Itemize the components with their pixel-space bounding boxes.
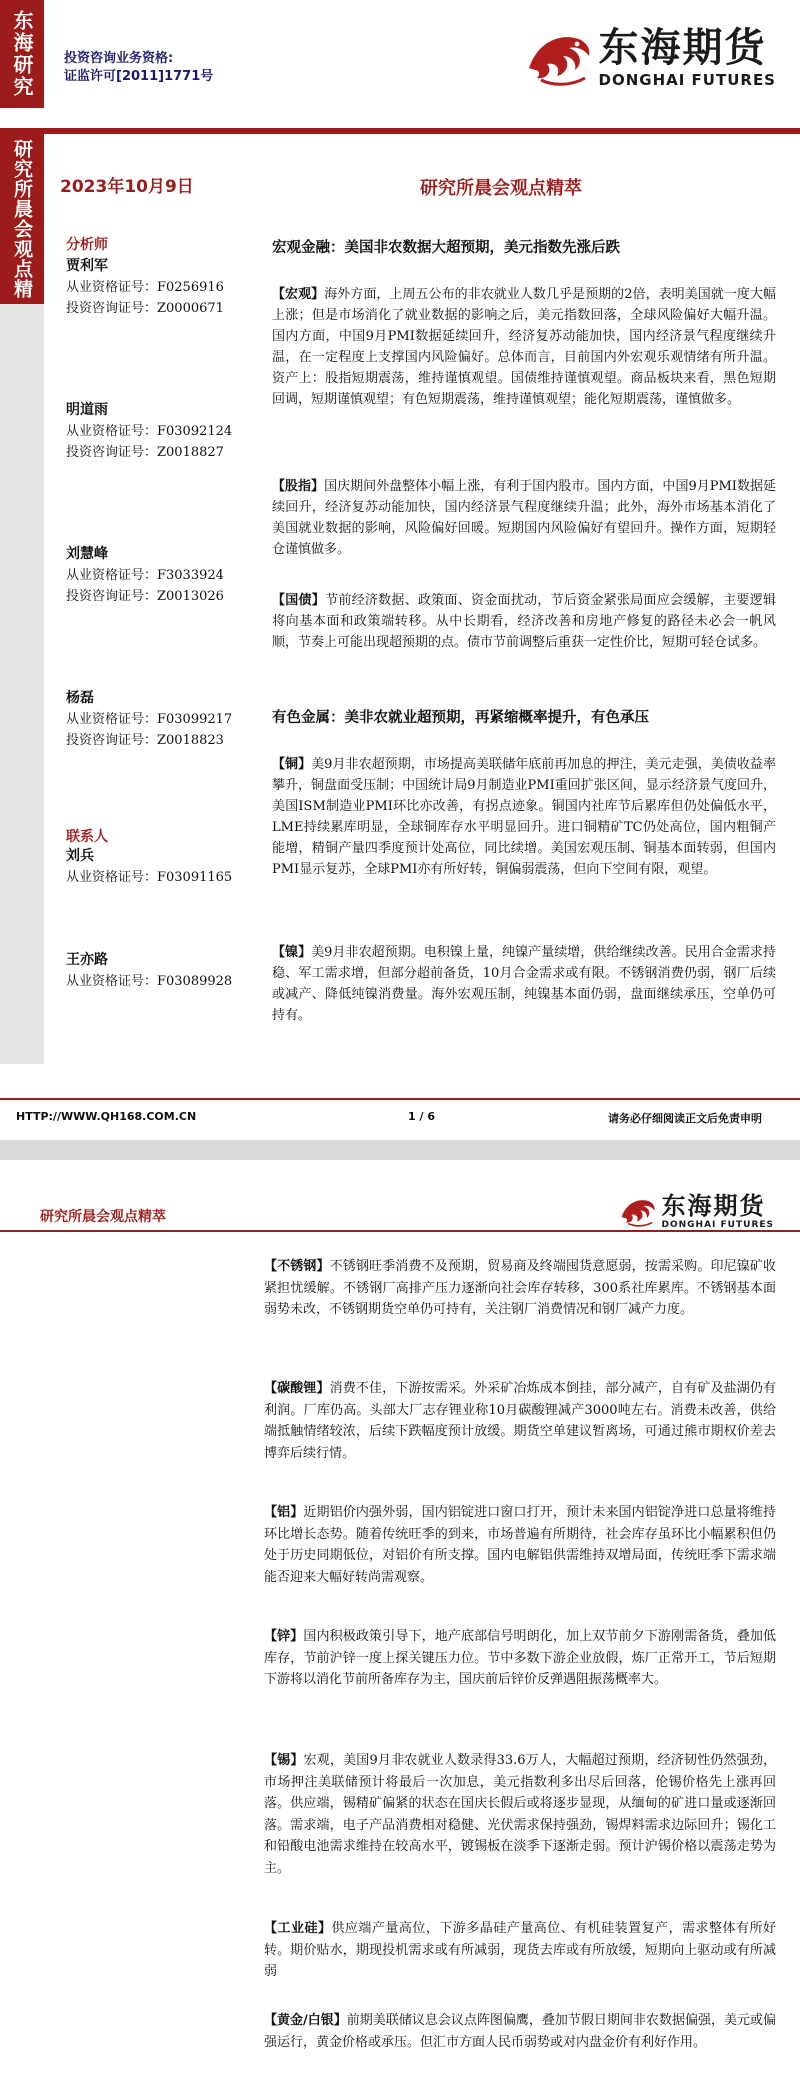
logo-text: [662, 1192, 774, 1230]
page2-header-divider: [0, 1230, 800, 1232]
analyst-card: [66, 400, 266, 463]
paragraph-text: 不锈钢旺季消费不及预期，贸易商及终端囤货意愿弱，按需采购。印尼镍矿收紧担忧缓解。不锈钢厂高排产压力逐渐向社会库存转移，300系社库累库。不锈钢基本面弱势未改，不锈钢期货空单仍可持有，关注钢厂消费情况和钢厂减产力度。: [264, 1259, 776, 1317]
analyst-card: [66, 256, 266, 319]
analyst-section-label: 分析师: [66, 237, 108, 253]
footer-url: HTTP://WWW.QH168.COM.CN: [16, 1110, 197, 1123]
paragraph-nickel: [272, 942, 776, 1026]
footer-divider: [0, 1098, 800, 1100]
brand-vertical-tag: 东海研究: [0, 0, 44, 108]
paragraph-tag: 【工业硅】: [264, 1921, 332, 1936]
footer-page-number: 1 / 6: [408, 1110, 435, 1123]
paragraph-lithium-carbonate: [264, 1378, 776, 1464]
paragraph-text: 国庆期间外盘整体小幅上涨，有利于国内股市。国内方面，中国9月PMI数据延续回升，经济复苏动能加快，国内经济景气程度继续升温；此外，海外市场基本消化了美国就业数据的影响，风险偏好回暖。短期国内风险偏好有望回升。操作方面，短期轻仓谨慎做多。: [272, 479, 776, 557]
contact-section-label: 联系人: [66, 829, 108, 845]
analyst-name: 明道雨: [66, 402, 108, 418]
paragraph-tag: 【铝】: [264, 1505, 304, 1520]
paragraph-tag: 【锌】: [264, 1629, 304, 1644]
paragraph-industrial-silicon: [264, 1918, 776, 1983]
section-title-metals: 有色金属：美非农就业超预期，再紧缩概率提升，有色承压: [272, 710, 649, 726]
paragraph-text: 美9月非农超预期。电积镍上量，纯镍产量续增，供给继续改善。民用合金需求持稳、军工需求增，但部分超前备货，10月合金需求或有限。不锈钢消费仍弱，钢厂后续或减产、降低纯镍消费量。海外宏观压制，纯镍基本面仍弱，盘面继续承压，空单仍可持有。: [272, 945, 776, 1023]
analyst-license: 从业资格证号：F3033924: [66, 568, 224, 583]
analyst-license: 从业资格证号：F0256916: [66, 280, 224, 295]
paragraph-text: 前期美联储议息会议点阵图偏鹰，叠加节假日期间非农数据偏强，美元或偏强运行，黄金价格或承压。但汇市方面人民币弱势或对内盘金价有利好作用。: [264, 2013, 776, 2050]
paragraph-tag: 【镍】: [272, 945, 312, 960]
paragraph-tag: 【黄金/白银】: [264, 2013, 347, 2028]
paragraph-tag: 【国债】: [272, 593, 326, 608]
dragon-emblem-icon: [523, 24, 595, 90]
analyst-name: 杨磊: [66, 690, 94, 706]
qualification-line-2: 证监许可[2011]1771号: [64, 69, 214, 84]
paragraph-macro: [272, 284, 776, 410]
analyst-consult-id: 投资咨询证号：Z0018823: [66, 733, 224, 748]
paragraph-text: 近期铝价内强外弱，国内铝锭进口窗口打开，预计未来国内铝锭净进口总量将维持环比增长态势。随着传统旺季的到来，市场普遍有所期待，社会库存虽环比小幅累积但仍处于历史同期低位，对铝价有所支撑。国内电解铝供需维持双增局面，传统旺季下需求端能否迎来大幅好转尚需观察。: [264, 1505, 776, 1585]
paragraph-text: 国内积极政策引导下，地产底部信号明朗化，加上双节前夕下游刚需备货，叠加低库存，节前沪锌一度上探关键压力位。节中多数下游企业放假，炼厂正常开工，节后短期下游将以消化节前所备库存为主，国庆前后锌价反弹遇阻振荡概率大。: [264, 1629, 776, 1687]
paragraph-text: 宏观，美国9月非农就业人数录得33.6万人，大幅超过预期，经济韧性仍然强劲，市场押注美联储预计将最后一次加息，美元指数利多出尽后回落，伦锡价格先上涨再回落。供应端，锡精矿偏紧的状态在国庆长假后或将逐步显现，从缅甸的矿进口量或逐渐回落。需求端，电子产品消费相对稳健、光伏需求保持强劲，锡焊料需求边际回升；锡化工和铅酸电池需求维持在较高水平，镀锡板在淡季下逐渐走弱。预计沪锡价格以震荡走势为主。: [264, 1753, 776, 1876]
analyst-license: 从业资格证号：F03099217: [66, 712, 233, 727]
company-logo-small: [618, 1192, 774, 1230]
paragraph-aluminum: [264, 1502, 776, 1588]
paragraph-zinc: [264, 1626, 776, 1691]
paragraph-tag: 【铜】: [272, 757, 312, 772]
paragraph-text: 消费不佳，下游按需采。外采矿冶炼成本倒挂，部分减产，自有矿及盐湖仍有利润。厂库仍高。头部大厂志存锂业称10月碳酸锂减产3000吨左右。消费未改善，供给端抵触情绪较浓，后续下跌幅度预计放缓。期货空单建议暂离场，可通过熊市期权价差去博弈后续行情。: [264, 1381, 776, 1461]
analyst-card: [66, 688, 266, 751]
logo-english: DONGHAI FUTURES: [598, 71, 776, 89]
header-divider: [0, 128, 800, 134]
paragraph-stock-index: [272, 476, 776, 560]
company-logo: [523, 24, 776, 90]
contact-license: 从业资格证号：F03091165: [66, 870, 233, 885]
qualification-block: [64, 50, 213, 86]
footer-disclaimer: 请务必仔细阅读正文后免责申明: [608, 1112, 762, 1125]
analyst-consult-id: 投资咨询证号：Z0013026: [66, 589, 224, 604]
contact-card: [66, 950, 266, 992]
analyst-consult-id: 投资咨询证号：Z0000671: [66, 301, 224, 316]
logo-chinese: 东海期货: [598, 25, 767, 71]
paragraph-treasury: [272, 590, 776, 653]
paragraph-tag: 【不锈钢】: [264, 1259, 330, 1274]
sidebar-vertical-title: 研究所晨会观点精: [0, 134, 44, 304]
logo-text: [599, 25, 776, 89]
contact-card: [66, 846, 266, 888]
report-title: 研究所晨会观点精萃: [420, 178, 582, 199]
paragraph-tag: 【锡】: [264, 1753, 304, 1768]
paragraph-tag: 【股指】: [272, 479, 325, 494]
paragraph-tin: [264, 1750, 776, 1879]
contact-license: 从业资格证号：F03089928: [66, 974, 233, 989]
paragraph-tag: 【碳酸锂】: [264, 1381, 330, 1396]
paragraph-tag: 【宏观】: [272, 287, 325, 302]
paragraph-stainless-steel: [264, 1256, 776, 1321]
qualification-line-1: 投资咨询业务资格:: [64, 51, 174, 66]
page2-header-title: 研究所晨会观点精萃: [40, 1209, 166, 1225]
analyst-card: [66, 544, 266, 607]
logo-chinese: 东海期货: [661, 1192, 766, 1220]
report-page-2: [0, 1160, 800, 2082]
paragraph-copper: [272, 754, 776, 880]
paragraph-text: 美9月非农超预期，市场提高美联储年底前再加息的押注，美元走强，美债收益率攀升，铜盘面受压制；中国统计局9月制造业PMI重回扩张区间，显示经济景气度回升，美国ISM制造业PMI环比亦改善，有拐点迹象。铜国内社库节后累库但仍处偏低水平，LME持续累库明显，全球铜库存水平明显回升。进口铜精矿TC仍处高位，国内粗铜产能增，精铜产量四季度预计处高位，同比续增。美国宏观压制、铜基本面转弱，但国内PMI显示复苏，全球PMI亦有所好转，铜偏弱震荡，但向下空间有限，观望。: [272, 757, 776, 877]
section-title-macro: 宏观金融：美国非农数据大超预期，美元指数先涨后跌: [272, 240, 620, 256]
paragraph-text: 供应端产量高位，下游多晶硅产量高位、有机硅装置复产，需求整体有所好转。期价贴水，期现投机需求或有所减弱，现货去库或有所放缓，短期向上驱动或有所减弱: [264, 1921, 776, 1979]
contact-name: 刘兵: [66, 848, 94, 864]
paragraph-text: 节前经济数据、政策面、资金面扰动，节后资金紧张局面应会缓解，主要逻辑将向基本面和政策端转移。从中长期看，经济改善和房地产修复的路径未必会一帆风顺，节奏上可能出现超预期的点。债市节前调整后重获一定性价比，短期可轻仓试多。: [272, 593, 776, 650]
paragraph-text: 海外方面，上周五公布的非农就业人数几乎是预期的2倍，表明美国就一度大幅上涨；但是市场消化了就业数据的影响之后，美元指数回落，全球风险偏好大幅升温。国内方面，中国9月PMI数据延续回升，经济复苏动能加快，国内经济景气程度继续升温，在一定程度上支撑国内风险偏好。总体而言，目前国内外宏观乐观情绪有所升温。资产上：股指短期震荡，维持谨慎观望。国债维持谨慎观望。商品板块来看，黑色短期回调，短期谨慎观望；有色短期震荡，维持谨慎观望；能化短期震荡，谨慎做多。: [272, 287, 776, 407]
analyst-license: 从业资格证号：F03092124: [66, 424, 233, 439]
logo-english: DONGHAI FUTURES: [661, 1220, 774, 1230]
analyst-name: 刘慧峰: [66, 546, 108, 562]
analyst-consult-id: 投资咨询证号：Z0018827: [66, 445, 224, 460]
dragon-emblem-icon: [618, 1193, 658, 1229]
report-date: 2023年10月9日: [60, 177, 194, 197]
paragraph-gold-silver: [264, 2010, 776, 2053]
contact-name: 王亦路: [66, 952, 108, 968]
analyst-name: 贾利军: [66, 258, 108, 274]
